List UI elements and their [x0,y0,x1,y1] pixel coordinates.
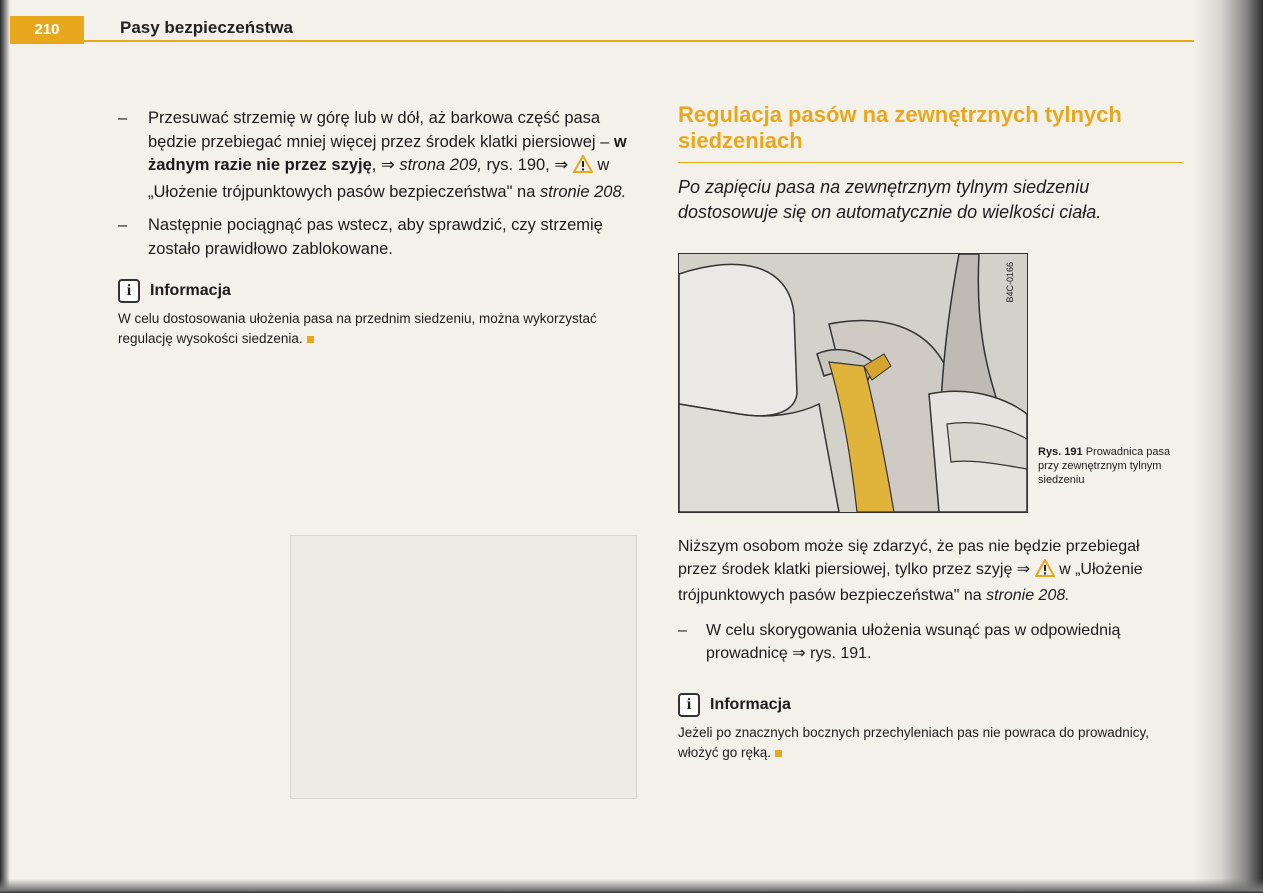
figure-caption-text: Prowadnica pasa przy zewnętrznym tylnym siedzeniu [1038,446,1171,486]
dash-marker: – [118,109,128,127]
item1-text-a: Przesuwać strzemię w górę lub w dół, aż barkowa część pasa będzie przebiegać mniej więcej przez środek klatki piersiowej – [148,109,614,151]
end-of-section-icon [307,336,314,343]
para-ref: stronie 208. [986,587,1070,604]
item1-ref2: stronie 208. [539,182,627,201]
dash-marker: – [678,622,687,639]
info-title: Informacja [710,696,791,713]
info-text [118,309,638,349]
scan-edge-left [0,0,10,893]
instruction-item-3 [678,619,1183,665]
info-icon: i [678,693,700,717]
warning-triangle-icon [573,155,593,181]
info-icon: i [118,279,140,303]
info-text [678,723,1183,763]
info-box-right [678,693,1183,763]
figure-row [678,253,1183,513]
item1-text-d: w „Ułożenie trójpunktowych pasów bezpieczeństwa" na [148,156,610,201]
para-text-b: w „Ułożenie trójpunktowych pasów bezpieczeństwa" na [678,561,1143,604]
section-rule [678,162,1183,163]
item1-ref: strona 209, [399,156,482,174]
figure-caption-label: Rys. 191 [1038,446,1083,458]
end-of-section-icon [775,750,782,757]
item1-text-b: , ⇒ [371,156,400,174]
instruction-item-1 [118,107,638,204]
instruction-item-2 [118,214,638,261]
item2-text: Następnie pociągnąć pas wstecz, aby sprawdzić, czy strzemię zostało prawidłowo zablokowane. [148,216,603,258]
figure-code: B4C-0166 [1005,262,1015,303]
scan-edge-right [1193,0,1263,893]
scan-edge-bottom [0,879,1263,893]
belt-guide-illustration [679,254,1027,512]
info-text-body: Jeżeli po znacznych bocznych przechyleniach pas nie powraca do prowadnicy, włożyć go ręką. [678,725,1150,760]
figure-belt-guide [678,253,1028,513]
warning-triangle-icon [1035,559,1055,584]
info-title: Informacja [150,282,231,299]
page-number: 210 [10,16,84,44]
info-header [678,693,1183,717]
header-title: Pasy bezpieczeństwa [120,18,293,37]
body-paragraph [678,535,1183,607]
section-title: Regulacja pasów na zewnętrznych tylnych siedzeniach [678,102,1122,153]
para-text-a: Niższym osobom może się zdarzyć, że pas nie będzie przebiegał przez środek klatki piersiowej, tylko przez szyję ⇒ [678,538,1140,578]
right-column [678,102,1183,763]
info-box-left [118,279,638,349]
header-rule [84,40,1194,42]
bleed-through-figure [290,535,637,799]
item3-text: W celu skorygowania ułożenia wsunąć pas w odpowiednią prowadnicę ⇒ rys. 191. [706,622,1121,662]
dash-marker: – [118,216,128,234]
section-intro: Po zapięciu pasa na zewnętrznym tylnym siedzeniu dostosowuje się on automatycznie do wielkości ciała. [678,177,1102,222]
figure-caption [1038,445,1178,487]
info-text-body: W celu dostosowania ułożenia pasa na przednim siedzeniu, można wykorzystać regulację wysokości siedzenia. [118,311,597,346]
item1-text-c: rys. 190, ⇒ [481,156,573,174]
item1-bold: w żadnym razie nie przez szyję [148,132,627,174]
left-column [118,107,638,349]
info-header [118,279,638,303]
